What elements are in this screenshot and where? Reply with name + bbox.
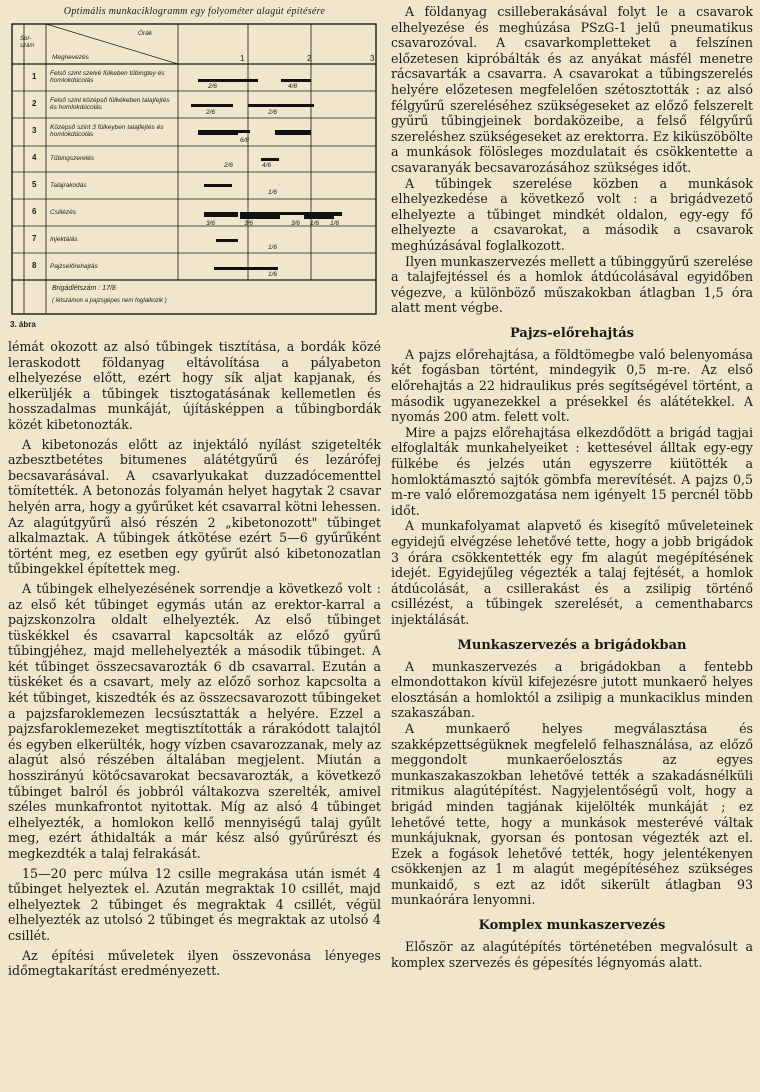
right-column (391, 0, 753, 970)
work-cycle-chart (8, 22, 381, 316)
section-heading-munkaszervezes: Munkaszervezés a brigádokban (457, 637, 687, 653)
figure-footer-note: ( létszámon a pajzsgépes nem foglalkozik ) (52, 298, 167, 304)
header-sorszam: Sor- szám (20, 36, 35, 49)
row-label-1: Felső szint szelvé fülkeben tűbingtey és homlokdúcolás (50, 70, 165, 84)
row-no-7: 7 (32, 234, 37, 243)
paragraph: Mire a pajzs előrehajtása elkezdődött a brigád tagjai elfoglalták munkahelyeiket : kettesével álltak egy-egy fülkébe és jelzés után egyszerre kiütötték a homloktámasztó sajtók gömbfa merevítését. A pajzs 0,5 m-re való előremozgatása nem igényelt 15 percnél több időt. (391, 424, 753, 518)
paragraph: Ilyen munkaszervezés mellett a tűbinggyűrű szerelése a talajfejtéssel és a homlok átdúcolásával egyidőben végezve, a különböző műszakokban átlagban 1,5 óra alatt ment végbe. (391, 253, 753, 316)
hour-2: 2 (307, 54, 312, 63)
bar-label: 2/6 (206, 109, 216, 116)
row-no-5: 5 (32, 180, 37, 189)
figure-title: Optimális munkaciklogramm egy folyométer alagút építésére (63, 6, 326, 17)
chart-grid (8, 22, 381, 316)
row-no-1: 1 (32, 72, 37, 81)
figure-caption: 3. ábra (10, 320, 36, 329)
bar-label: 4/6 (262, 162, 272, 169)
paragraph: 15—20 perc múlva 12 csille megrakása után ismét 4 tűbinget helyeztek el. Azután megraktak 10 csillét, majd elhelyeztek 2 tűbinget és megraktak 4 csillét, végül elhelyezték az utolsó 2 tűbinget és megraktak az utolsó 4 csillét. (8, 865, 381, 943)
paragraph: lémát okozott az alsó tűbingek tisztítása, a bordák közé leraskodott földanyag eltávolítása a pályabeton elhelyezése előtt, ezért hogy sík aljat kapjanak, és elkerüljék a tűbingek tisztogatásának kellemetlen és hosszadalmas munkáját, újításképpen a tűbingbordák közét kibetonozták. (8, 339, 381, 432)
section-heading-komplex: Komplex munkaszervezés (478, 918, 666, 934)
right-intro-text (391, 4, 753, 316)
bar-label: 3/6 (244, 220, 254, 227)
hour-1: 1 (240, 54, 245, 63)
bar-label: 1/6 (268, 189, 278, 196)
paragraph: Először az alagútépítés történetében megvalósult a komplex szervezés és gépesítés légnyomás alatt. (391, 939, 753, 970)
paragraph: A tűbingek szerelése közben a munkások elhelyezkedése a következő volt : a brigádvezető elhelyezte a tűbinget mindkét oldalon, egy-egy fő elhelyezte a csavarokat, a második a csavarok meghúzásával foglalkozott. (391, 175, 753, 253)
paragraph: A tűbingek elhelyezésének sorrendje a következő volt : az első két tűbinget egymás után az erektor-karral a pajzskonzolra oldalt elhelyezték. Az első tűbinget tüskékkel és csavarral kapcsolták az előző gyűrű tűbingjéhez, majd mellehelyezték a második tűbinget. A két tűbinget összecsavarozták 6 db csavarral. Ezután a tüskéket és a csavart, mely az előző sorhoz kapcsolta a két tűbinget, kiszedték és az összecsavarozott tűbingeket a pajzsfaroklemezen lecsúsztatták a helyére. Ezzel a pajzsfaroklemezeket megtisztították a rárakódott talajtól és egyben elkerülték, hogy vízben csavarozzanak, mely az alagút alsó részében általában megjelent. Miután a hosszirányú kötőcsavarokat becsavarozták, a következő tűbinget balról és jobbról váltakozva szerelték, amivel széles munkafrontot nyitottak. Míg az alsó 4 tűbinget elhelyezték, a homlokon kellő mennyiségű talaj gyűlt meg, ezért áthidalták a már kész alsó gyűrűrészt és megkezdték a talaj felrakását. (8, 580, 381, 861)
bar-label: 2/6 (224, 162, 234, 169)
bar-label: 6/8 (240, 137, 250, 144)
paragraph: A munkaszervezés a brigádokban a fentebb elmondottakon kívül kifejezésre jutott munkaerő helyes elosztásán a homloktól a zsilipig a munkaciklus minden szakaszában. (391, 658, 753, 721)
paragraph: A földanyag csilleberakásával folyt le a csavarok elhelyezése és meghúzása PSzG-1 jelű pneumatikus csavarozóval. A csavarkompletteket a felszínen előzetesen kipróbálták és az anyákat másfél menetre rácsavarták a csavarra. A csavarokat a tűbingszerelés helyére előzetesen megfelelően szétosztották : az alsó félgyűrű szereléséhez szükségeseket az előző felszerelt gyűrű tűbingjeinek bordaközeibe, a felső félgyűrű szereléshez szükségeseket az erektorra. Ez kiküszöbölte a munkások fölösleges mozdulatait és csökkentette a csavaranyák becsavarozásához szükséges időt. (391, 4, 753, 175)
row-no-4: 4 (32, 153, 37, 162)
row-label-3: Középső szint 3 fülkeyben talajfejtés és homlokdúcolás (50, 124, 164, 138)
paragraph: A kibetonozás előtt az injektáló nyílást szigetelték azbesztbetétes bitumenes alátétgyűrű és lezárófej becsavarásával. A csavarlyukakat duzzadócementtel tömítették. A betonozás folyamán helyet hagytak 2 csavar helyén arra, hogy a gyűrűket két csavarral kötni lehessen. Az alagútgyűrű alsó részén 2 „kibetonozott" tűbinget alkalmaztak. A tűbingek átkötése ezért 5—6 gyűrűként történt meg, ez esetben egy gyűrűt alsó kibetonozatlan tűbingekkel építettek meg. (8, 436, 381, 577)
header-ora: Órák (138, 30, 153, 37)
row-label-8: Pajzselőrehajtás (50, 263, 98, 270)
left-column (8, 0, 381, 979)
bar-label: 4/8 (288, 83, 298, 90)
row-label-4: Tűbingszerelés (50, 155, 95, 162)
row-label-2: Felső szint középső fülkékeben talajfejtés és homlokdúcolás (50, 97, 170, 111)
bar-label: 1/6 (310, 220, 320, 227)
paragraph: A munkaerő helyes megválasztása és szakképzettségüknek megfelelő felhasználása, az előző meggondolt munkaerőelosztás az egyes munkaszakaszokban lehetővé tették a szakadásnélküli ritmikus alagútépítést. Nagyjelentőségű volt, hogy a brigád minden tagjának kijelölték munkáját ; ez lehetővé tette, hogy a munkások mesterévé váltak munkájuknak, gyorsan és pontosan végezték azt el. Ezek a fogások lehetővé tették, hogy jelentékenyen csökkenjen az 1 m alagút megépítéséhez szükséges munkaidő, s ezt az időt sikerült átlagban 93 munkaórára lenyomni. (391, 720, 753, 908)
row-label-5: Talajrakodás (50, 182, 87, 189)
bar-label: 1/6 (268, 271, 278, 278)
bar-label: 1/6 (268, 244, 278, 251)
bar-label: 3/6 (206, 220, 216, 227)
bar-label: 1/6 (330, 220, 340, 227)
row-no-6: 6 (32, 207, 37, 216)
row-label-7: Injektálás (50, 236, 78, 243)
bar-label: 2/6 (208, 83, 218, 90)
bar-label: 3/6 (291, 220, 301, 227)
figure-footer-crew: Brigádlétszám : 17/8 (52, 285, 116, 292)
row-no-8: 8 (32, 261, 37, 270)
hour-3: 3 (370, 54, 375, 63)
paragraph: Az építési műveletek ilyen összevonása lényeges időmegtakarítást eredményezett. (8, 947, 381, 979)
bar-label: 2/6 (268, 109, 278, 116)
row-no-2: 2 (32, 99, 37, 108)
row-no-3: 3 (32, 126, 37, 135)
section-heading-pajzs: Pajzs-előrehajtás (510, 325, 634, 341)
paragraph: A pajzs előrehajtása, a földtömegbe való belenyomása két fogásban történt, mindegyik 0,5 m-re. Az első előrehajtás a 22 hidraulikus prés segítségével történt, a második ugyanezekkel a présekkel és alátétekkel. A nyomás 200 atm. felett volt. (391, 346, 753, 425)
header-megnevezes: Megnevezés (52, 54, 89, 61)
row-label-6: Csillézés (50, 209, 77, 216)
paragraph: A munkafolyamat alapvető és kisegítő műveleteinek egyidejű elvégzése lehetővé tette, hogy a jobb brigádok 3 órára csökkentették egy fm alagút megépítésének idejét. Egyidejűleg végezték a talaj fejtését, a homlok átdúcolását, a csillerakást és a zsilipig történő csillézést, a tűbingek szerelését, a cementhabarcs injektálását. (391, 518, 753, 627)
left-body-text (8, 339, 381, 979)
